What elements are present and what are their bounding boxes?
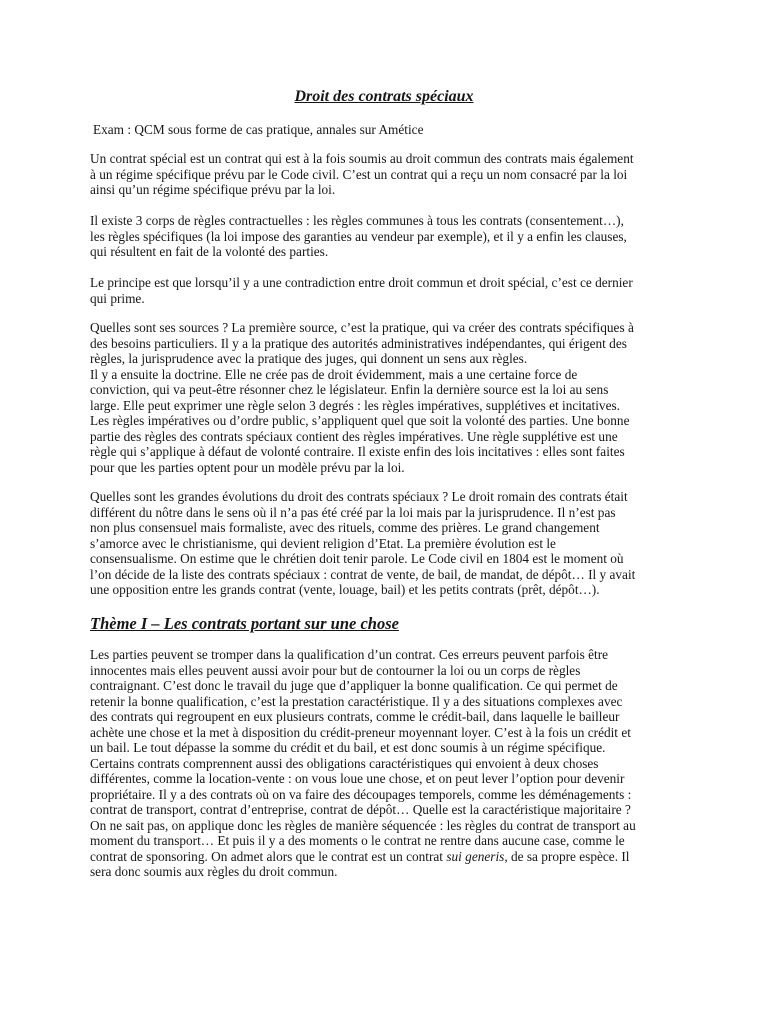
- paragraph-line: sera donc soumis aux règles du droit commun.: [90, 864, 338, 879]
- paragraph-line: achète une chose et la met à disposition du crédit-preneur moyennant loyer. C’est à la fois un crédit et: [90, 724, 631, 740]
- paragraph-evolutions: [90, 489, 635, 598]
- paragraph-line: qui résultent en fait de la volonté des parties.: [90, 244, 329, 259]
- paragraph-line: non plus consensuel mais formaliste, avec des rituels, comme des prières. Le grand changement: [90, 520, 600, 535]
- paragraph-line: retenir la bonne qualification, c’est la prestation caractéristique. Il y a des situations complexes avec: [90, 693, 623, 709]
- paragraph-line: Certains contrats comprennent aussi des obligations caractéristiques qui envoient à deux choses: [90, 755, 599, 771]
- paragraph-line: consensualisme. On estime que le chrétien doit tenir parole. Le Code civil en 1804 est le moment où: [90, 551, 624, 566]
- paragraph-line: conviction, qui va peut-être résonner chez le législateur. Enfin la dernière source est la loi au sens: [90, 382, 609, 397]
- paragraph-line: Quelles sont les grandes évolutions du droit des contrats spéciaux ? Le droit romain des contrats était: [90, 489, 628, 504]
- paragraph-line: Il existe 3 corps de règles contractuelles : les règles communes à tous les contrats (consentement…),: [90, 213, 624, 228]
- paragraph-line: l’on décide de la liste des contrats spéciaux : contrat de vente, de bail, de mandat, de dépôt… Il y avait: [90, 566, 636, 582]
- paragraph-line: différentes, comme la location-vente : on vous loue une chose, et on peut lever l’option pour devenir: [90, 771, 625, 786]
- paragraph-principle: [90, 275, 633, 306]
- paragraph-line: Les parties peuvent se tromper dans la qualification d’un contrat. Ces erreurs peuvent parfois être: [90, 647, 609, 662]
- paragraph-line: Les règles impératives ou d’ordre public, s’appliquent quel que soit la volonté des parties. Une bonne: [90, 413, 630, 428]
- paragraph-line: règles, la jurisprudence avec la pratique des juges, qui donnent un sens aux règles.: [90, 351, 528, 366]
- line-text: contrat de sponsoring. On admet alors que le contrat est un contrat: [90, 848, 447, 864]
- paragraph-line: contraignant. C’est donc le travail du juge que d’appliquer la bonne qualification. Ce qui permet de: [90, 678, 618, 693]
- paragraph-line: Le principe est que lorsqu’il y a une contradiction entre droit commun et droit spécial, c’est ce dernier: [90, 275, 633, 290]
- exam-line: Exam : QCM sous forme de cas pratique, annales sur Amétice: [93, 122, 424, 137]
- paragraph-line: s’amorce avec le christianisme, qui devient religion d’Etat. La première évolution est le: [90, 535, 556, 551]
- document-title: Droit des contrats spéciaux: [294, 88, 474, 105]
- section-heading: Thème I – Les contrats portant sur une chose: [90, 614, 399, 633]
- paragraph-definition: [90, 151, 634, 198]
- paragraph-sources: [90, 320, 634, 475]
- paragraph-line: contrat de transport, contrat d’entreprise, contrat de dépôt… Quelle est la caractéristique majoritaire ?: [90, 802, 631, 817]
- paragraph-line: une opposition entre les grands contrat (vente, louage, bail) et les petits contrats (prêt, dépôt…).: [90, 582, 600, 597]
- paragraph-line: les règles spécifiques (la loi impose des garanties au vendeur par exemple), et il y a enfin les clauses,: [90, 228, 627, 244]
- paragraph-line: pour que les parties optent pour un modèle prévu par la loi.: [90, 459, 405, 475]
- paragraph-line: des besoins particuliers. Il y a la pratique des autorités administratives indépendantes, qui érigent des: [90, 335, 627, 351]
- paragraph-line: propriétaire. Il y a des contrats où on va faire des découpages temporels, comme les déménagements :: [90, 786, 632, 802]
- paragraph-line: innocentes mais elles peuvent aussi avoir pour but de contourner la loi ou un corps de règles: [90, 662, 581, 678]
- paragraph-line: ainsi qu’un régime spécifique prévu par la loi.: [90, 182, 336, 197]
- paragraph-line: un bail. Le tout dépasse la somme du crédit et du bail, et est donc soumis à un régime spécifique.: [90, 740, 606, 755]
- paragraph-line: On ne sait pas, on applique donc les règles de manière séquencée : les règles du contrat de transport au: [90, 817, 636, 833]
- paragraph-line: différent du nôtre dans le sens où il n’a pas été créé par la loi mais par la jurisprudence. Il n’est pas: [90, 504, 616, 520]
- paragraph-rule-bodies: [90, 213, 627, 260]
- paragraph-line: qui prime.: [90, 290, 145, 306]
- paragraph-line: [90, 849, 636, 865]
- paragraph-line: moment du transport… Et puis il y a des moments o le contrat ne rentre dans aucune case, comme le: [90, 833, 625, 848]
- paragraph-line: large. Elle peut exprimer une règle selon 3 degrés : les règles impératives, supplétives et incitatives.: [90, 397, 620, 413]
- paragraph-line: règle qui s’applique à défaut de volonté contraire. Il existe enfin des lois incitatives : elles sont faites: [90, 444, 625, 459]
- paragraph-qualification: [90, 647, 636, 880]
- paragraph-line: Un contrat spécial est un contrat qui est à la fois soumis au droit commun des contrats mais également: [90, 151, 634, 166]
- line-text: , de sa propre espèce. Il: [504, 848, 630, 864]
- paragraph-line: Quelles sont ses sources ? La première source, c’est la pratique, qui va créer des contrats spécifiques à: [90, 320, 634, 335]
- paragraph-line: partie des règles des contrats spéciaux contient des règles impératives. Une règle supplétive est une: [90, 428, 618, 444]
- paragraph-line: Il y a ensuite la doctrine. Elle ne crée pas de droit évidemment, mais a une certaine force de: [90, 366, 578, 382]
- paragraph-line: à un régime spécifique prévu par le Code civil. C’est un contrat qui a reçu un nom consacré par la loi: [90, 166, 628, 182]
- paragraph-line: des contrats qui regroupent en eux plusieurs contrats, comme le crédit-bail, dans laquelle le bailleur: [90, 709, 620, 724]
- italic-term: sui generis: [446, 848, 505, 864]
